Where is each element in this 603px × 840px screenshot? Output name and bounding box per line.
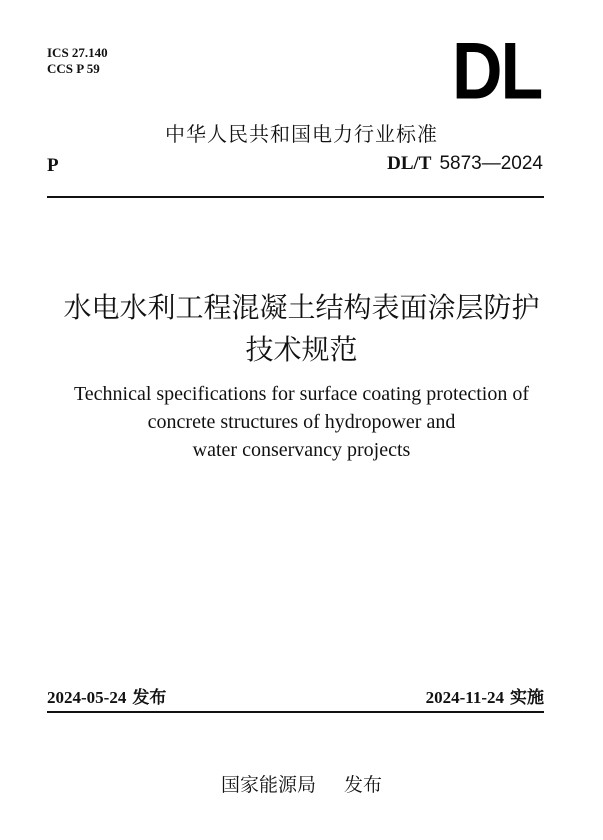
publish-date <box>47 683 166 708</box>
footer-divider <box>47 711 544 713</box>
classification-codes <box>47 45 108 77</box>
standard-type: 中华人民共和国电力行业标准 <box>165 122 438 146</box>
ics-code: ICS 27.140 <box>47 45 108 60</box>
publish-date-value: 2024-05-24 <box>47 688 127 707</box>
title-en-line2: concrete structures of hydropower and <box>147 411 456 433</box>
ccs-code: CCS P 59 <box>47 61 100 76</box>
dl-logo: DL <box>452 26 542 116</box>
header-divider <box>47 196 544 198</box>
publish-label: 发布 <box>132 688 167 708</box>
title-en-line1: Technical specifications for surface coating protection of <box>73 383 530 405</box>
issuer-name: 国家能源局 <box>220 774 316 796</box>
title-en-line3: water conservancy projects <box>192 439 411 461</box>
standard-prefix: DL/T <box>387 153 432 174</box>
issuer-label: 发布 <box>344 774 383 796</box>
title-chinese <box>0 287 603 371</box>
title-cn-line2: 技术规范 <box>245 333 358 366</box>
standard-code: 5873—2024 <box>439 153 543 174</box>
effective-label: 实施 <box>510 688 544 708</box>
issuer <box>0 770 603 797</box>
effective-date-value: 2024-11-24 <box>425 688 504 707</box>
standard-number <box>387 153 543 175</box>
title-cn-line1: 水电水利工程混凝土结构表面涂层防护 <box>63 291 540 324</box>
effective-date <box>426 683 544 708</box>
classification-letter: P <box>47 155 59 176</box>
title-english <box>0 380 603 464</box>
